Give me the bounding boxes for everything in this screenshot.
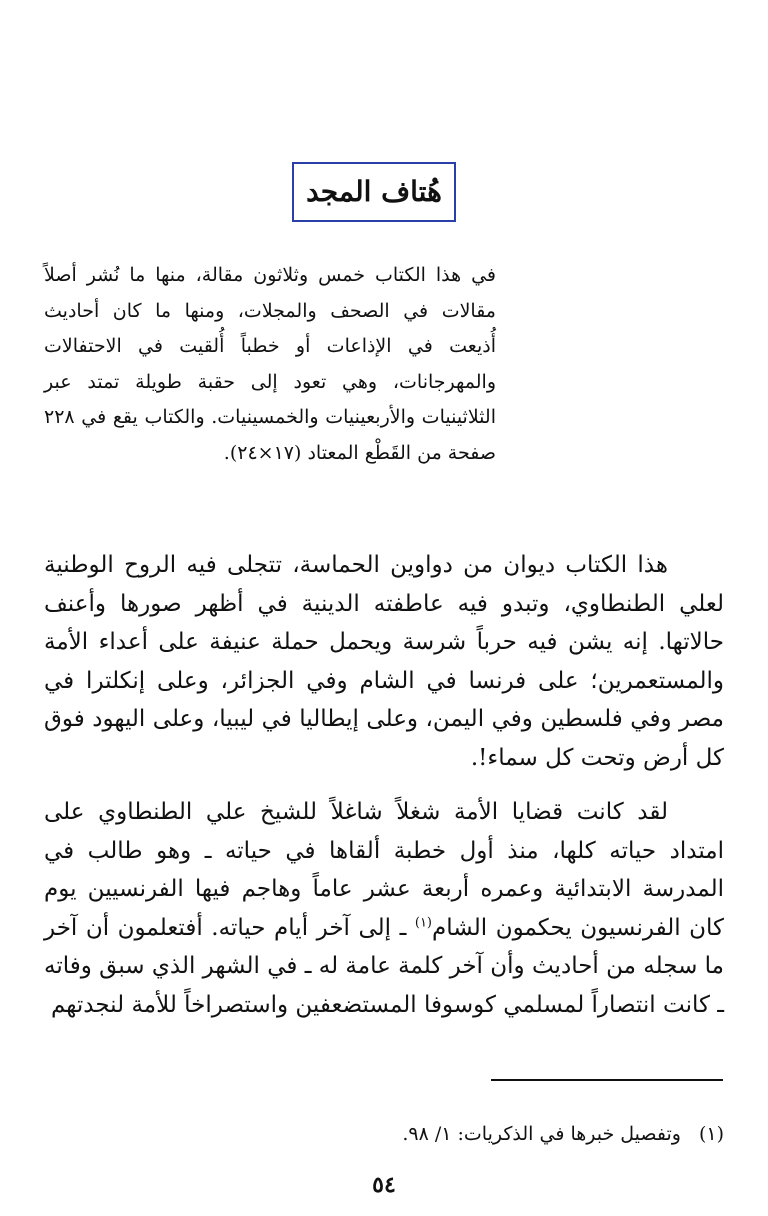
intro-summary: [44, 258, 496, 471]
intro-paragraph: في هذا الكتاب خمس وثلاثون مقالة، منها ما نُشر أصلاً مقالات في الصحف والمجلات، ومنها ما كان أحاديث أُذيعت في الإذاعات أو خطباً أُلقيت في الاحتفالات والمهرجانات، وهي تعود إلى حقبة طويلة تمتد عبر الثلاثينيات والأربعينيات والخمسينيات. والكتاب يقع في ٢٢٨ صفحة من القَطْع المعتاد (١٧×٢٤).: [44, 264, 496, 464]
body-paragraph-2-part-2: ـ إلى آخر أيام حياته. أفتعلمون أن آخر ما سجله من أحاديث وأن آخر كلمة عامة له ـ في الشهر الذي سبق وفاته ـ كانت انتصاراً لمسلمي كوسوفا المستضعفين واستصراخاً للأمة لنجدتهم: [44, 914, 724, 1018]
footnote-marker: (١): [414, 914, 432, 930]
body-paragraph-1: هذا الكتاب ديوان من دواوين الحماسة، تتجلى فيه الروح الوطنية لعلي الطنطاوي، وتبدو فيه عاطفته الدينية في أظهر صورها وأعنف حالاتها. إنه يشن فيه حرباً شرسة ويحمل حملة عنيفة على أعداء الأمة والمستعمرين؛ على فرنسا في الشام وفي الجزائر، وعلى إنكلترا في مصر وفي فلسطين وفي اليمن، وعلى إيطاليا في ليبيا، وعلى اليهود فوق كل أرض وتحت كل سماء!.: [44, 552, 724, 771]
section-title: هُتاف المجد: [306, 175, 442, 208]
footnote: [402, 1120, 724, 1148]
page-number: ٥٤: [372, 1172, 396, 1198]
footnote-number: (١): [698, 1123, 724, 1145]
footnote-divider: [491, 1079, 723, 1081]
body-paragraph-2: [44, 793, 724, 1024]
section-title-box: [292, 162, 456, 222]
body-text: [44, 546, 724, 1024]
body-paragraph-2-part-1: لقد كانت قضايا الأمة شغلاً شاغلاً للشيخ علي الطنطاوي على امتداد حياته كلها، منذ أول خطبة ألقاها في حياته ـ وهو طالب في المدرسة الابتدائية وعمره أربعة عشر عاماً وهاجم فيها الفرنسيين يوم كان الفرنسيون يحكمون الشام: [44, 799, 725, 941]
footnote-text: وتفصيل خبرها في الذكريات: ١/ ٩٨.: [402, 1123, 681, 1145]
